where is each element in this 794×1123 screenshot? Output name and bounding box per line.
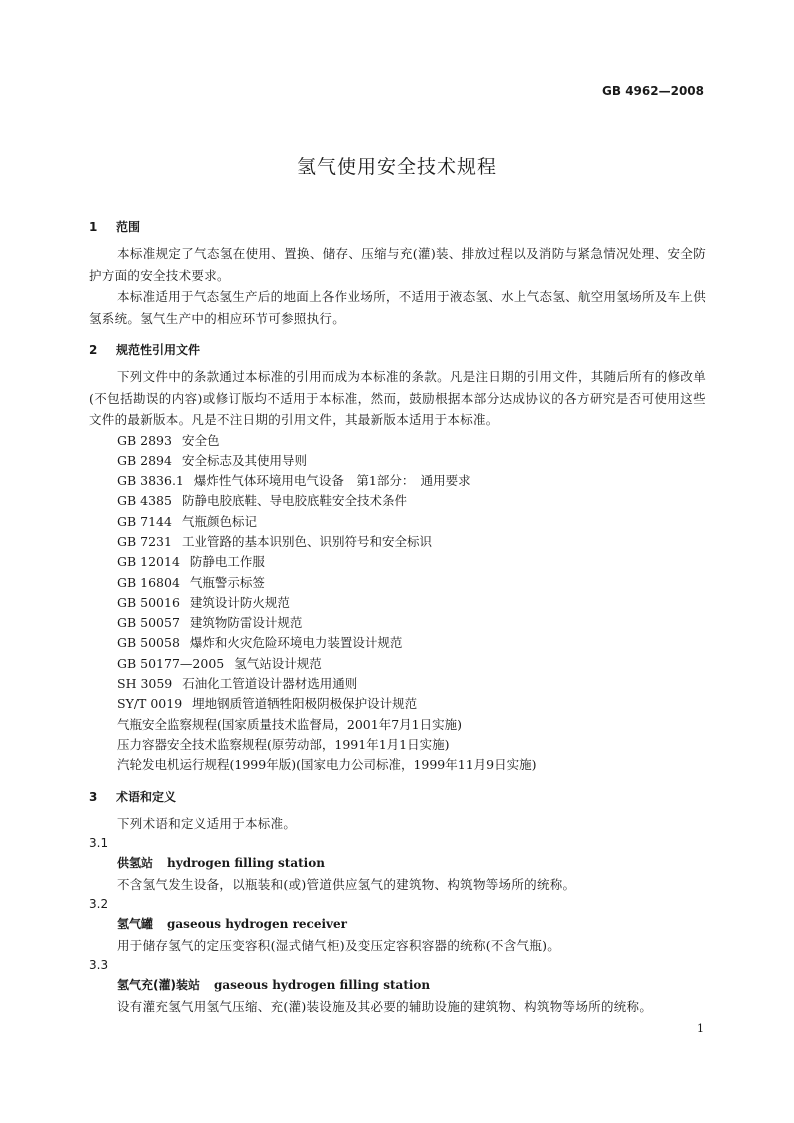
reference-title: 石油化工管道设计器材选用通则 bbox=[182, 676, 358, 692]
reference-item bbox=[89, 491, 706, 511]
reference-code: GB 2893 bbox=[117, 432, 172, 448]
reference-code: GB 16804 bbox=[117, 574, 180, 590]
term-number: 3.1 bbox=[89, 836, 109, 851]
reference-item bbox=[89, 674, 706, 694]
term-name-en: gaseous hydrogen filling station bbox=[213, 978, 431, 993]
reference-item bbox=[89, 431, 706, 451]
reference-title: 气瓶安全监察规程(国家质量技术监督局，2001年7月1日实施) bbox=[117, 716, 462, 732]
section-heading-scope bbox=[89, 217, 706, 237]
reference-code: GB 7231 bbox=[117, 533, 172, 549]
term-name-en: gaseous hydrogen receiver bbox=[167, 917, 347, 932]
reference-title: 安全标志及其使用导则 bbox=[181, 452, 307, 468]
reference-item bbox=[89, 593, 706, 613]
term-definition: 设有灌充氢气用氢气压缩、充(灌)装设施及其必要的辅助设施的建筑物、构筑物等场所的统称。 bbox=[117, 999, 653, 1015]
section-number: 1 bbox=[89, 220, 98, 234]
reference-code: SY/T 0019 bbox=[117, 696, 183, 712]
reference-code: GB 7144 bbox=[117, 513, 172, 529]
reference-item bbox=[89, 735, 706, 755]
reference-code: GB 12014 bbox=[117, 554, 180, 570]
term-name bbox=[89, 914, 706, 935]
reference-list bbox=[89, 431, 706, 776]
reference-title: 埋地钢质管道牺牲阳极阴极保护设计规范 bbox=[192, 696, 418, 712]
reference-item bbox=[89, 471, 706, 491]
reference-title: 安全色 bbox=[181, 432, 220, 448]
term-number: 3.3 bbox=[89, 958, 109, 973]
reference-title: 汽轮发电机运行规程(1999年版)(国家电力公司标准，1999年11月9日实施) bbox=[117, 757, 537, 773]
reference-item bbox=[89, 613, 706, 633]
reference-item bbox=[89, 715, 706, 735]
reference-item bbox=[89, 512, 706, 532]
reference-title: 气瓶警示标签 bbox=[189, 574, 265, 590]
term-name-zh: 氢气充(灌)装站 bbox=[117, 978, 200, 993]
reference-code: GB 3836.1 bbox=[117, 473, 184, 489]
term-name-zh: 氢气罐 bbox=[117, 917, 154, 932]
reference-title: 建筑物防雷设计规范 bbox=[189, 615, 303, 631]
section-title: 术语和定义 bbox=[116, 789, 177, 804]
reference-item bbox=[89, 694, 706, 714]
section-heading-normative-references bbox=[89, 340, 706, 360]
reference-item bbox=[89, 654, 706, 674]
reference-title: 建筑设计防火规范 bbox=[189, 594, 290, 610]
reference-title: 工业管路的基本识别色、识别符号和安全标识 bbox=[181, 533, 432, 549]
reference-title: 爆炸性气体环境用电气设备 第1部分： 通用要求 bbox=[193, 473, 471, 489]
term-definition: 用于储存氢气的定压变容积(湿式储气柜)及变压定容积容器的统称(不含气瓶)。 bbox=[117, 938, 561, 954]
terms-intro: 下列术语和定义适用于本标准。 bbox=[117, 815, 297, 831]
reference-item bbox=[89, 552, 706, 572]
reference-code: GB 50057 bbox=[117, 615, 180, 631]
reference-item bbox=[89, 755, 706, 775]
scope-paragraph: 本标准适用于气态氢生产后的地面上各作业场所，不适用于液态氢、水上气态氢、航空用氢场所及车上供氢系统。氢气生产中的相应环节可参照执行。 bbox=[89, 289, 706, 326]
reference-title: 防静电工作服 bbox=[189, 554, 265, 570]
section-number: 2 bbox=[89, 343, 98, 357]
section-title: 规范性引用文件 bbox=[116, 343, 201, 357]
term-name bbox=[89, 853, 706, 874]
page-number: 1 bbox=[697, 1022, 704, 1035]
reference-title: 压力容器安全技术监察规程(原劳动部，1991年1月1日实施) bbox=[117, 736, 450, 752]
reference-item bbox=[89, 532, 706, 552]
document-body bbox=[89, 217, 706, 1017]
reference-code: GB 50177—2005 bbox=[117, 655, 225, 671]
reference-item bbox=[89, 451, 706, 471]
reference-title: 气瓶颜色标记 bbox=[181, 513, 257, 529]
term-name-zh: 供氢站 bbox=[117, 856, 154, 871]
section-number: 3 bbox=[89, 789, 98, 804]
reference-code: GB 50058 bbox=[117, 635, 180, 651]
term-name-en: hydrogen filling station bbox=[167, 856, 325, 871]
reference-item bbox=[89, 633, 706, 653]
reference-code: GB 50016 bbox=[117, 594, 180, 610]
reference-title: 防静电胶底鞋、导电胶底鞋安全技术条件 bbox=[181, 493, 407, 509]
section-heading-terms bbox=[89, 787, 706, 807]
document-title: 氢气使用安全技术规程 bbox=[296, 156, 497, 178]
reference-code: GB 4385 bbox=[117, 493, 172, 509]
term-definition: 不含氢气发生设备，以瓶装和(或)管道供应氢气的建筑物、构筑物等场所的统称。 bbox=[117, 877, 576, 893]
reference-item bbox=[89, 573, 706, 593]
normative-intro: 下列文件中的条款通过本标准的引用而成为本标准的条款。凡是注日期的引用文件，其随后所有的修改单(不包括勘误的内容)或修订版均不适用于本标准，然而，鼓励根据本部分达成协议的各方研究是否可使用这些文件的最新版本。凡是不注日期的引用文件，其最新版本适用于本标准。 bbox=[89, 369, 706, 427]
term-number: 3.2 bbox=[89, 897, 109, 912]
reference-title: 爆炸和火灾危险环境电力装置设计规范 bbox=[189, 635, 403, 651]
standard-number: GB 4962—2008 bbox=[602, 84, 704, 98]
reference-code: GB 2894 bbox=[117, 452, 172, 468]
term-list bbox=[89, 834, 706, 1017]
reference-title: 氢气站设计规范 bbox=[234, 655, 322, 671]
term-name bbox=[89, 975, 706, 996]
reference-code: SH 3059 bbox=[117, 676, 173, 692]
scope-paragraph: 本标准规定了气态氢在使用、置换、储存、压缩与充(灌)装、排放过程以及消防与紧急情况处理、安全防护方面的安全技术要求。 bbox=[89, 246, 706, 283]
section-title: 范围 bbox=[116, 220, 141, 234]
